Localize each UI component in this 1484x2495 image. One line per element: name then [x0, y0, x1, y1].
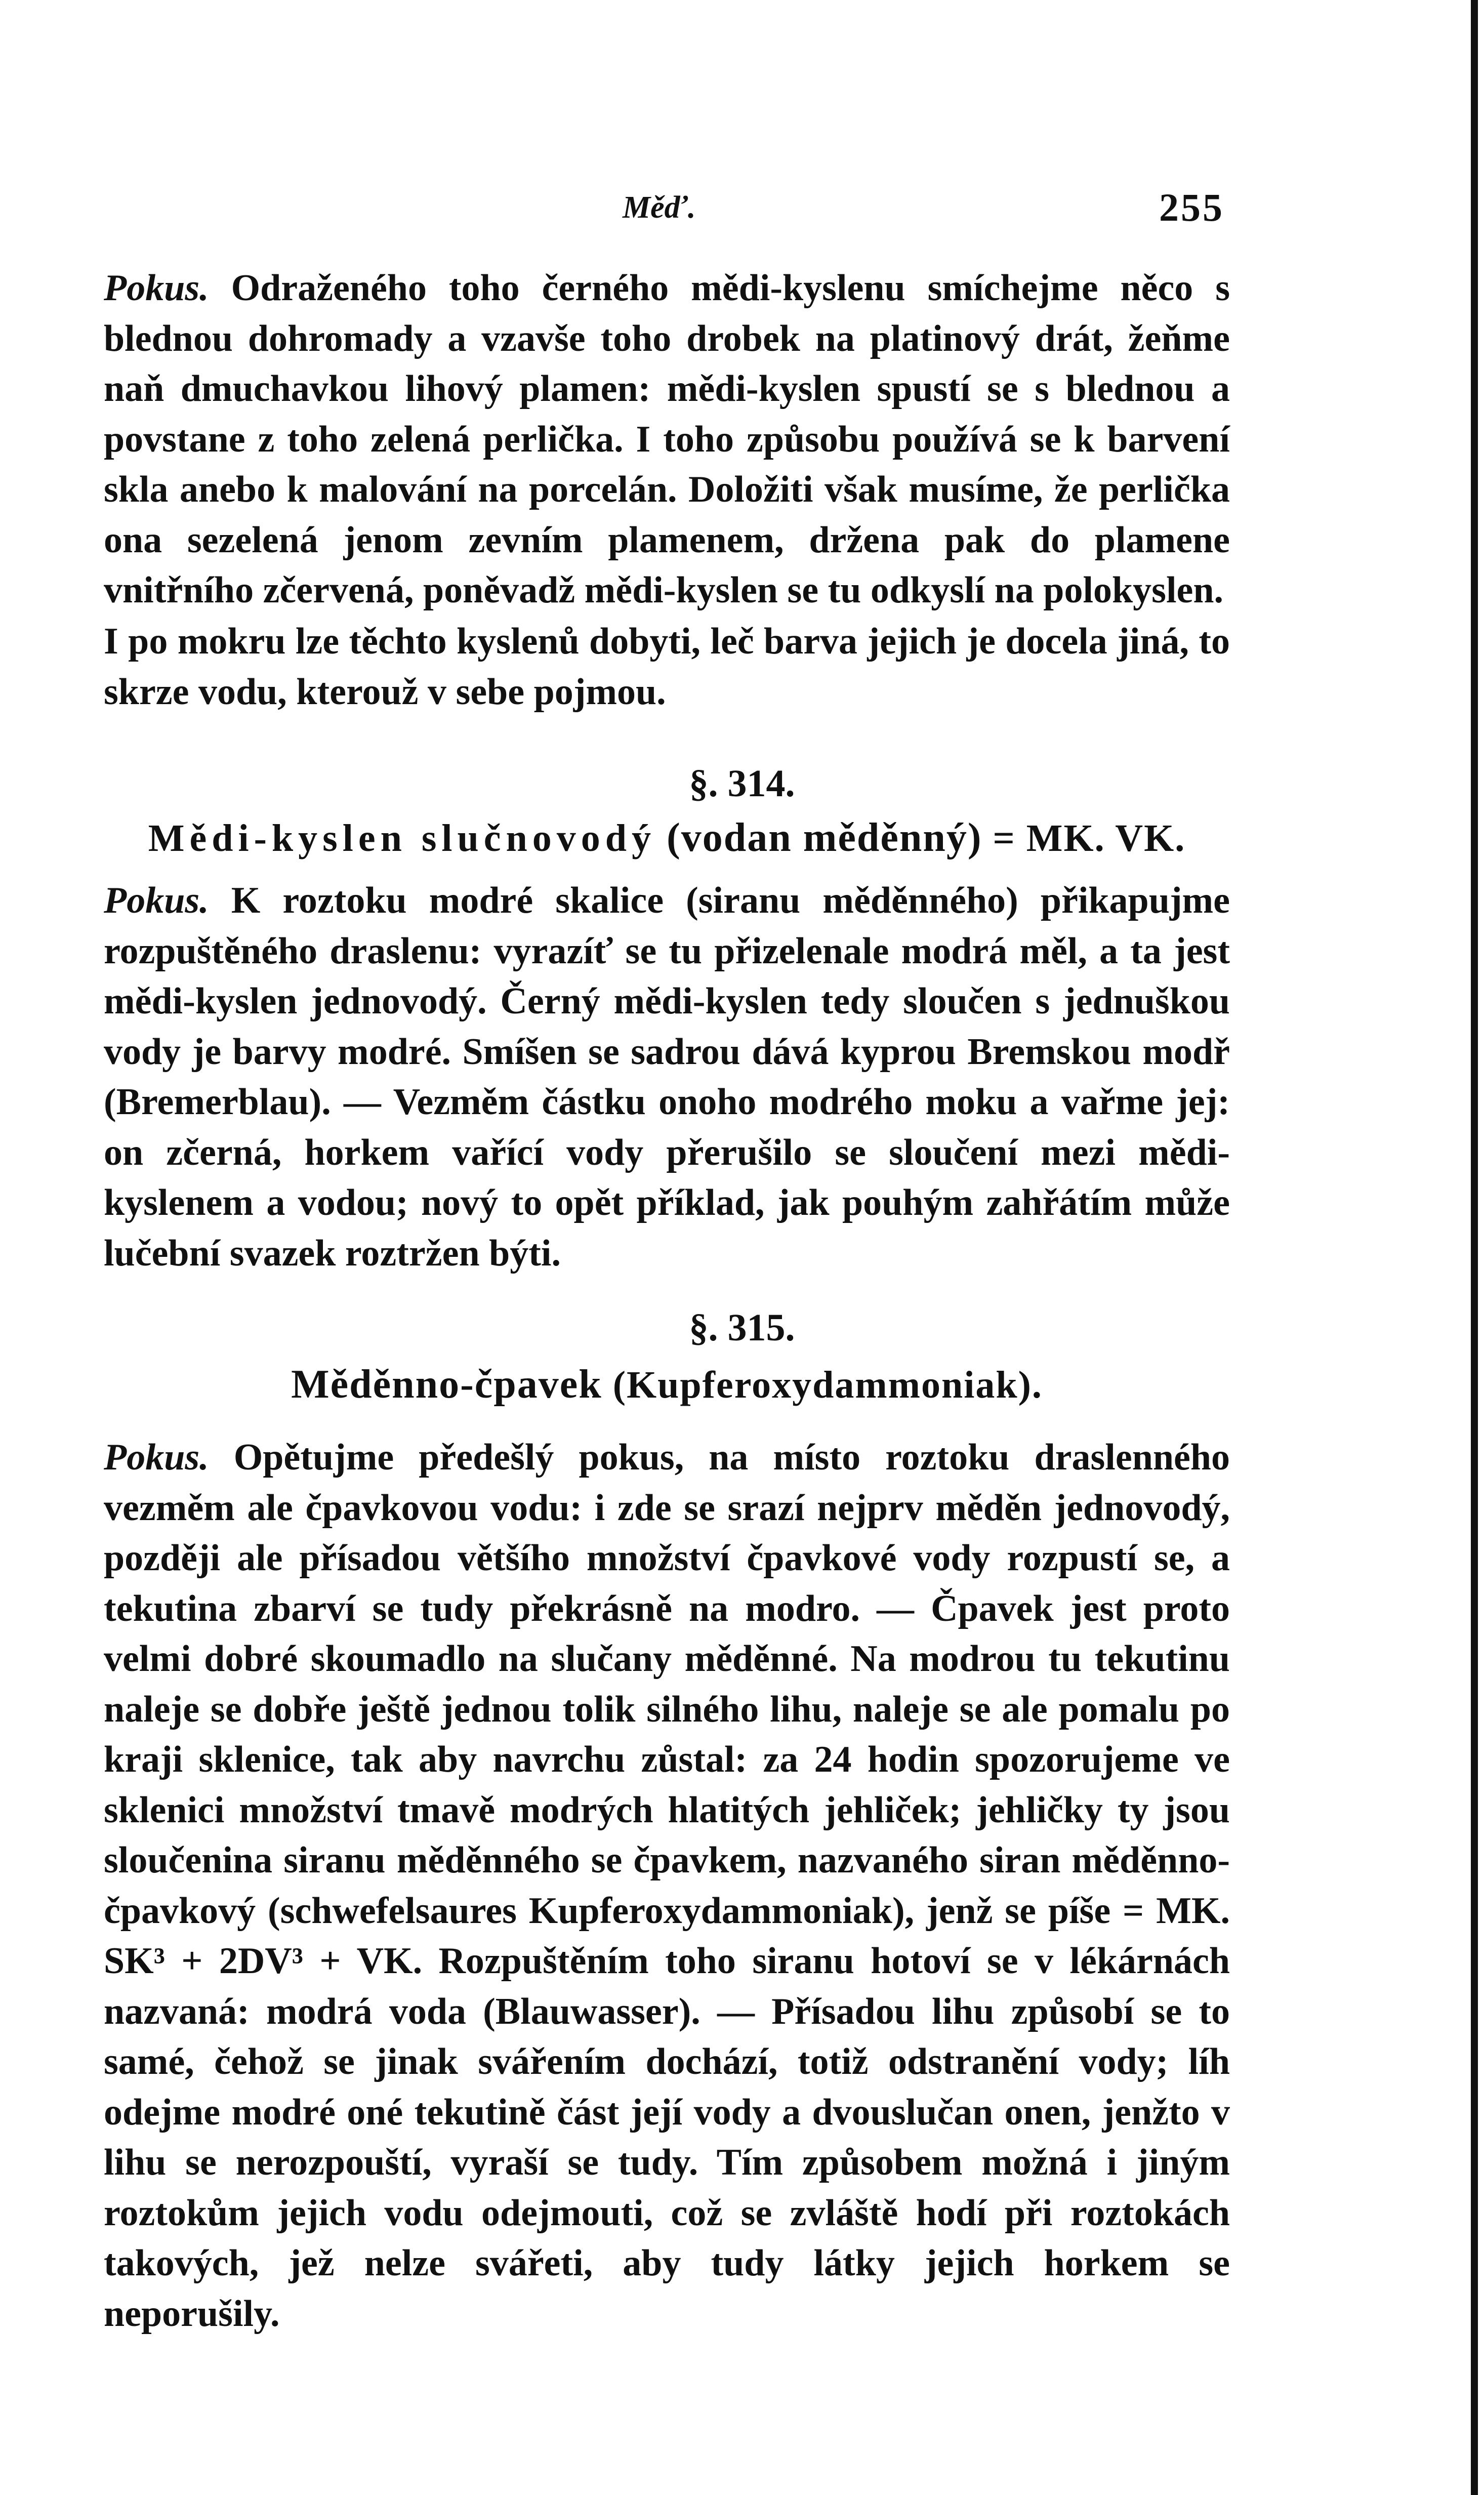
paragraph-text: Opětujme předešlý pokus, na místo roztoku draslenného vezměm ale čpavkovou vodu: i zde se srazí nejprv měděn jednovodý, později ale přísadou většího množství čpavkové vody rozpustí se, a tekutina zbarví se tudy překrásně na modro. — Čpavek jest proto velmi dobré skoumadlo na slučany měděnné. Na modrou tu tekutinu naleje se dobře ještě jednou tolik silného lihu, naleje se ale pomalu po kraji sklenice, tak aby navrchu zůstal: za 24 hodin spozorujeme ve sklenici množství tmavě modrých hlatitých jehliček; jehličky ty jsou sloučenina siranu měděnného se čpavkem, nazvaného siran měděnno-čpavkový (schwefelsaures Kupferoxydammoniak), jenž se píše = MK. SK³ + 2DV³ + VK. Rozpuštěním toho siranu hotoví se v lékárnách nazvaná: modrá voda (Blauwasser). — Přísadou lihu způsobí se to samé, čehož se jinak svářením dochází, totiž odstranění vody; líh odejme modré oné tekutině část její vody a dvouslučan onen, jenžto v lihu se nerozpouští, vyraší se tudy. Tím způsobem možná i jiným roztokům jejich vodu odejmouti, což se zvláště hodí při roztokách takových, jež nelze svářeti, aby tudy látky jejich horkem se neporušily.: [104, 1437, 1230, 2335]
paragraph-lead: Pokus.: [104, 880, 209, 921]
section-title-bold: Měděnno-čpavek: [291, 1362, 602, 1407]
page-number: 255: [1159, 185, 1224, 229]
paragraph-pokus-2: [104, 876, 1230, 1279]
paragraph-lead: Pokus.: [104, 267, 209, 309]
paragraph-2: [104, 617, 1230, 717]
paragraph-text: Odraženého toho černého mědi-kyslenu smíchejme něco s blednou dohromady a vzavše toho drobek na platinový drát, žeňme naň dmuchavkou lihový plamen: mědi-kyslen spustí se s blednou a povstane z toho zelená perlička. I toho způsobu používá se k barvení skla anebo k malování na porcelán. Doložiti však musíme, že perlička ona sezelená jenom zevním plamenem, držena pak do plamene vnitřního zčervená, poněvadž mědi-kyslen se tu odkyslí na polokyslen.: [104, 267, 1230, 611]
paragraph-pokus-1: [104, 263, 1230, 616]
paragraph-text: I po mokru lze těchto kyslenů dobyti, leč barva jejich je docela jiná, to skrze vodu, kterouž v sebe pojmou.: [104, 621, 1230, 713]
section-number-314: §. 314.: [689, 762, 795, 805]
section-title-314: [104, 815, 1230, 861]
section-title-bold: (vodan měděnný): [667, 815, 982, 860]
section-title-rest: (Kupferoxydammoniak).: [612, 1364, 1043, 1406]
section-title-315: [104, 1362, 1230, 1408]
section-title-spaced: Mědi-kyslen slučnovodý: [148, 817, 656, 860]
paragraph-pokus-3: [104, 1433, 1230, 2339]
paragraph-lead: Pokus.: [104, 1437, 209, 1478]
section-number-315: §. 315.: [689, 1306, 795, 1349]
paragraph-text: K roztoku modré skalice (siranu měděnného) přikapujme rozpuštěného draslenu: vyrazíť se tu přizelenale modrá měl, a ta jest mědi-kyslen jednovodý. Černý mědi-kyslen tedy sloučen s jednuškou vody je barvy modré. Smíšen se sadrou dává kyprou Bremskou modř (Bremerblau). — Vezměm částku onoho modrého moku a vařme jej: on zčerná, horkem vařící vody přerušilo se sloučení mezi mědi-kyslenem a vodou; nový to opět příklad, jak pouhým zahřátím může lučební svazek roztržen býti.: [104, 880, 1230, 1274]
section-title-formula: = MK. VK.: [993, 817, 1186, 860]
page-edge-shadow: [1471, 0, 1478, 2495]
running-header: Měď.: [623, 190, 696, 225]
